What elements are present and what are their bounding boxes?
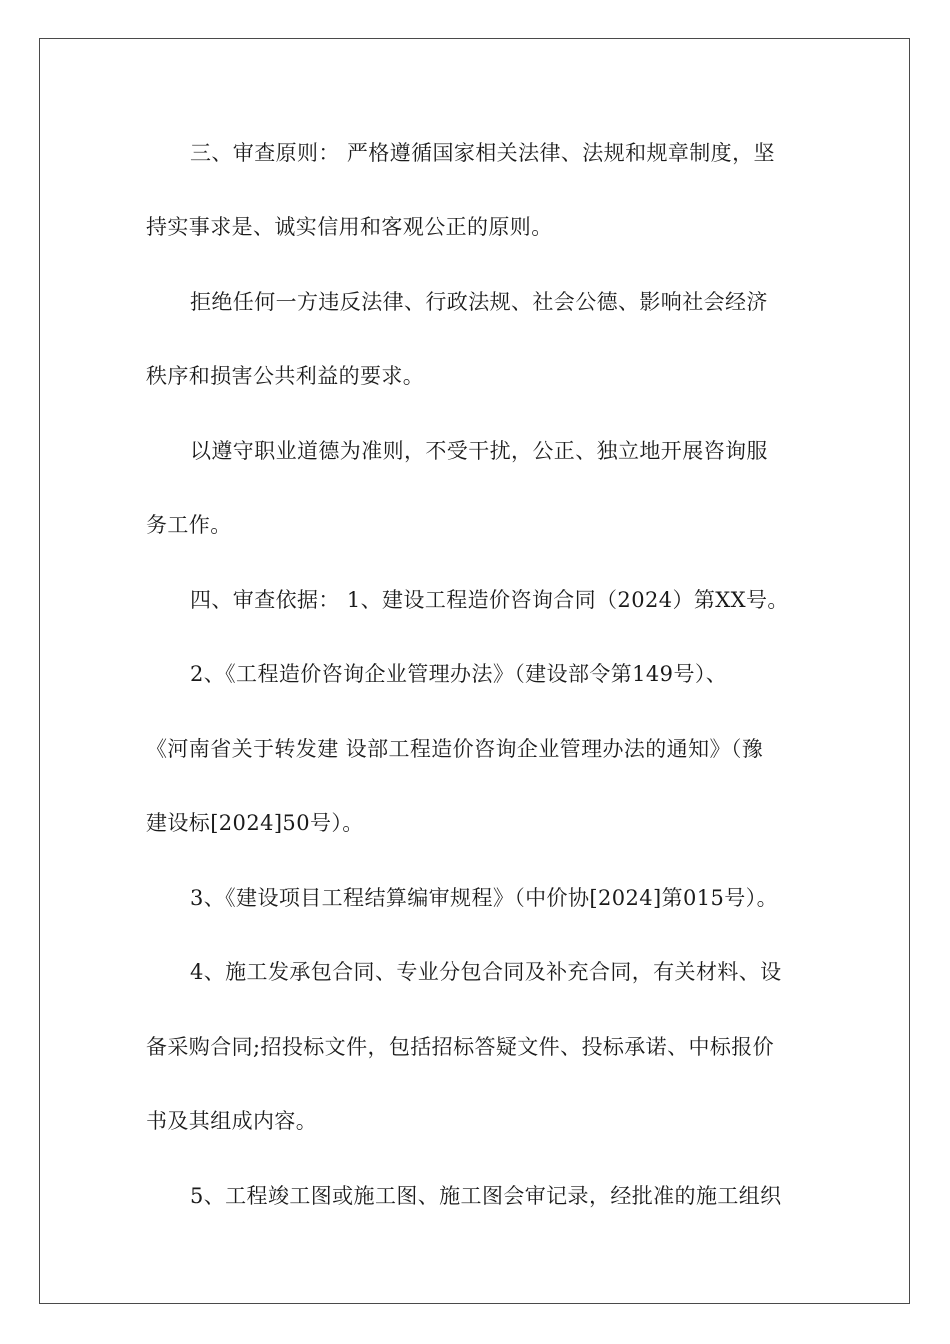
paragraph-review-basis-line-1: 四、审查依据： 1、建设工程造价咨询合同（2024）第XX号。	[190, 588, 789, 612]
paragraph-basis-item-4-line-2: 备采购合同;招投标文件，包括招标答疑文件、投标承诺、中标报价	[146, 1035, 775, 1059]
paragraph-review-principles-line-1: 三、审查原则： 严格遵循国家相关法律、法规和规章制度，坚	[190, 141, 775, 165]
paragraph-review-principles-line-2: 持实事求是、诚实信用和客观公正的原则。	[146, 215, 553, 239]
paragraph-ethics-line-1: 以遵守职业道德为准则，不受干扰，公正、独立地开展咨询服	[190, 439, 768, 463]
paragraph-basis-item-3: 3、《建设项目工程结算编审规程》（中价协[2024]第015号）。	[190, 886, 778, 910]
paragraph-basis-item-5-line-1: 5、工程竣工图或施工图、施工图会审记录，经批准的施工组织	[190, 1184, 782, 1208]
paragraph-basis-item-2-line-3: 建设标[2024]50号）。	[146, 811, 364, 835]
paragraph-basis-item-4-line-3: 书及其组成内容。	[146, 1109, 318, 1133]
paragraph-basis-item-2-line-2: 《河南省关于转发建 设部工程造价咨询企业管理办法的通知》（豫	[146, 737, 764, 761]
paragraph-basis-item-4-line-1: 4、施工发承包合同、专业分包合同及补充合同，有关材料、设	[190, 960, 782, 984]
paragraph-refusal-line-1: 拒绝任何一方违反法律、行政法规、社会公德、影响社会经济	[190, 290, 768, 314]
paragraph-ethics-line-2: 务工作。	[146, 513, 232, 537]
paragraph-basis-item-2-line-1: 2、《工程造价咨询企业管理办法》（建设部令第149号）、	[190, 662, 728, 686]
paragraph-refusal-line-2: 秩序和损害公共利益的要求。	[146, 364, 425, 388]
